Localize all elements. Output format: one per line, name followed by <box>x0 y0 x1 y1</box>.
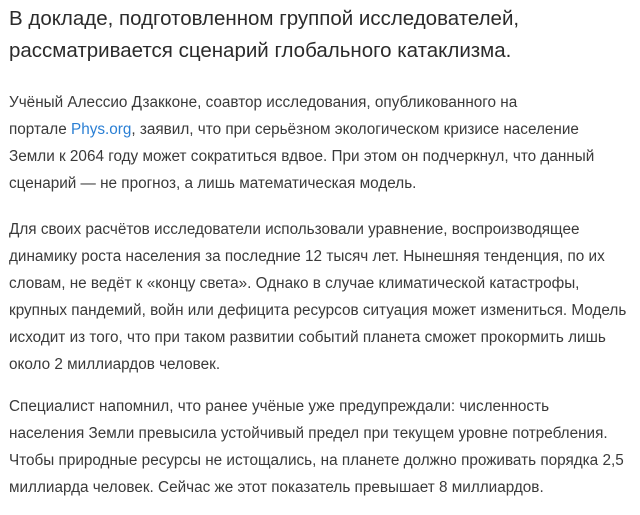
phys-org-link[interactable]: Phys.org <box>71 121 132 138</box>
paragraph-2-line-1: Для своих расчётов исследователи использовали уравнение, воспроизводящее <box>9 221 580 238</box>
article-headline <box>9 3 609 67</box>
paragraph-1-line-3: Земли к 2064 году может сократиться вдвое. При этом он подчеркнул, что данный <box>9 148 595 165</box>
paragraph-1-line-1: Учёный Алессио Дзакконе, соавтор исследования, опубликованного на <box>9 94 518 111</box>
headline-line-2: рассматривается сценарий глобального катаклизма. <box>9 39 512 62</box>
paragraph-3-line-3: Чтобы природные ресурсы не истощались, на планете должно проживать порядка 2,5 <box>9 452 624 469</box>
paragraph-3-line-2: населения Земли превысила устойчивый предел при текущем уровне потребления. <box>9 425 608 442</box>
paragraph-2-line-3: словам, не ведёт к «концу света». Однако в случае климатической катастрофы, <box>9 275 580 292</box>
paragraph-2-line-2: динамику роста населения за последние 12 тысяч лет. Нынешняя тенденция, по их <box>9 248 605 265</box>
paragraph-2-line-6: около 2 миллиардов человек. <box>9 356 221 373</box>
paragraph-3-line-1: Специалист напомнил, что ранее учёные уже предупреждали: численность <box>9 398 550 415</box>
paragraph-2-line-4: крупных пандемий, войн или дефицита ресурсов ситуация может измениться. Модель <box>9 302 627 319</box>
paragraph-3-line-4: миллиарда человек. Сейчас же этот показатель превышает 8 миллиардов. <box>9 479 544 496</box>
paragraph-2-line-5: исходит из того, что при таком развитии событий планета сможет прокормить лишь <box>9 329 606 346</box>
headline-line-1: В докладе, подготовленном группой исследователей, <box>9 7 520 30</box>
paragraph-1 <box>9 89 634 197</box>
paragraph-1-line-4: сценарий — не прогноз, а лишь математическая модель. <box>9 175 417 192</box>
paragraph-3 <box>9 393 634 501</box>
paragraph-1-line-2-prefix: портале <box>9 121 71 138</box>
paragraph-1-line-2-suffix: , заявил, что при серьёзном экологическом кризисе население <box>131 121 579 138</box>
paragraph-2 <box>9 216 634 378</box>
paragraph-1-line-2 <box>9 116 634 143</box>
